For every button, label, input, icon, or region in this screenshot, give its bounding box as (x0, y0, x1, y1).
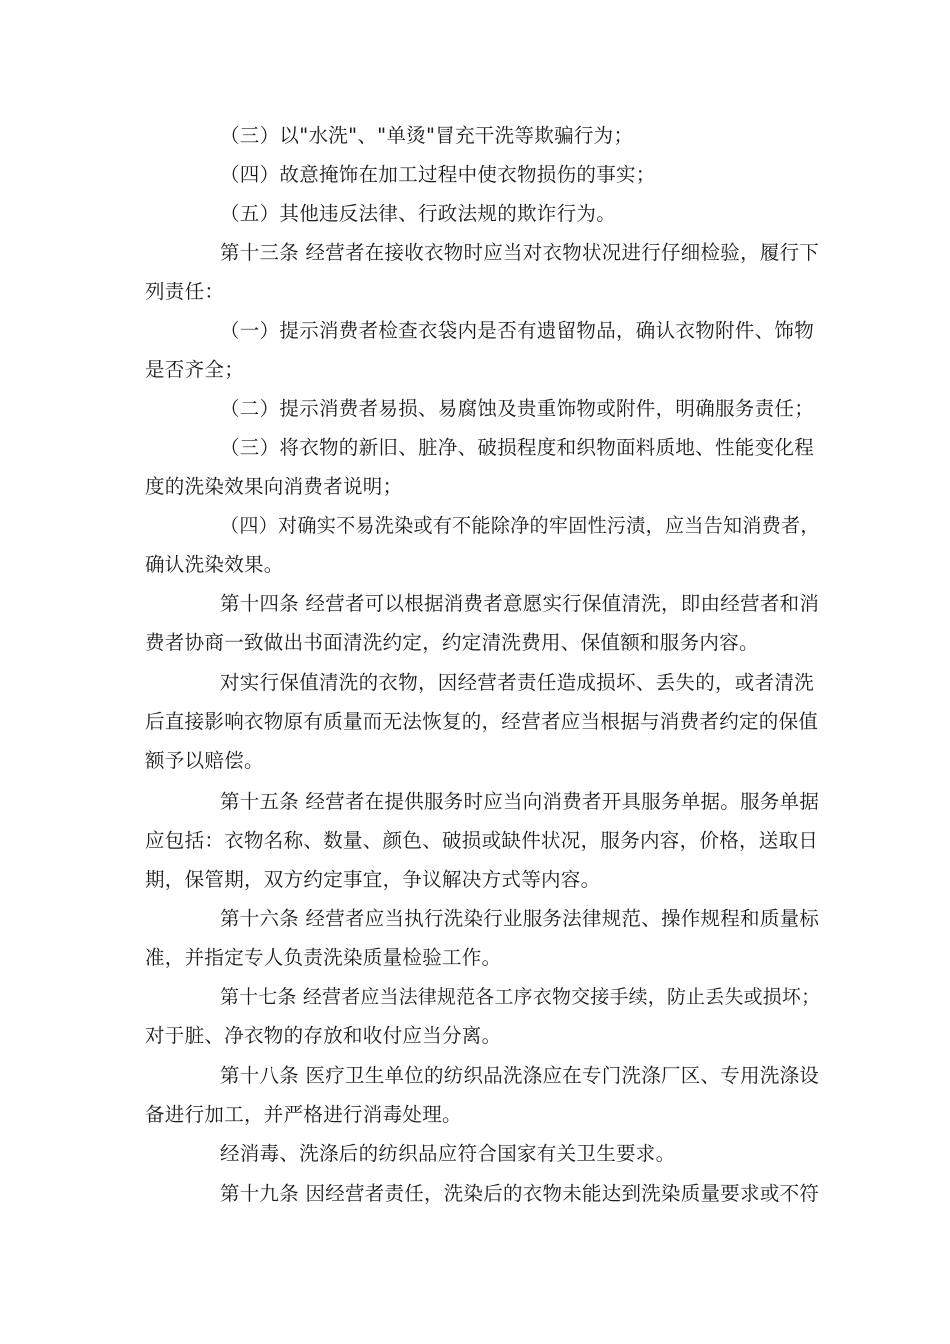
article-13-item-2: （二）提示消费者易损、易腐蚀及贵重饰物或附件，明确服务责任； (220, 397, 815, 420)
article-13-line-1: 第十三条 经营者在接收衣物时应当对衣物状况进行仔细检验，履行下 (220, 241, 820, 264)
article-14-para-2-line-1: 对实行保值清洗的衣物，因经营者责任造成损坏、丢失的，或者清洗 (220, 671, 815, 694)
article-13-item-1-line-2: 是否齐全； (145, 358, 245, 381)
article-13-item-3-line-1: （三）将衣物的新旧、脏净、破损程度和织物面料质地、性能变化程 (220, 436, 815, 459)
article-13-item-4-line-1: （四）对确实不易洗染或有不能除净的牢固性污渍，应当告知消费者， (220, 515, 820, 537)
clause-item-5: （五）其他违反法律、行政法规的欺诈行为。 (220, 202, 617, 225)
article-17-line-2: 对于脏、净衣物的存放和收付应当分离。 (145, 1024, 502, 1047)
article-13-item-4-line-2: 确认洗染效果。 (145, 553, 284, 576)
clause-item-4: （四）故意掩饰在加工过程中使衣物损伤的事实； (220, 163, 656, 186)
article-14-para-2-line-2: 后直接影响衣物原有质量而无法恢复的，经营者应当根据与消费者约定的保值 (145, 710, 819, 733)
article-15-line-2: 应包括：衣物名称、数量、颜色、破损或缺件状况，服务内容，价格，送取日 (145, 829, 819, 852)
article-18-para-2: 经消毒、洗涤后的纺织品应符合国家有关卫生要求。 (220, 1142, 676, 1165)
article-17-line-1: 第十七条 经营者应当法律规范各工序衣物交接手续，防止丢失或损坏； (220, 986, 821, 1008)
article-13-line-2: 列责任： (145, 280, 225, 303)
article-18-line-2: 备进行加工，并严格进行消毒处理。 (145, 1103, 462, 1126)
article-16-line-1: 第十六条 经营者应当执行洗染行业服务法律规范、操作规程和质量标 (220, 907, 820, 930)
article-15-line-1: 第十五条 经营者在提供服务时应当向消费者开具服务单据。服务单据 (220, 790, 820, 813)
article-13-item-3-line-2: 度的洗染效果向消费者说明； (145, 475, 403, 498)
article-13-item-1-line-1: （一）提示消费者检查衣袋内是否有遗留物品，确认衣物附件、饰物 (220, 319, 815, 342)
article-14-line-2: 费者协商一致做出书面清洗约定，约定清洗费用、保值额和服务内容。 (145, 631, 759, 654)
article-16-line-2: 准，并指定专人负责洗染质量检验工作。 (145, 946, 502, 969)
article-18-line-1: 第十八条 医疗卫生单位的纺织品洗涤应在专门洗涤厂区、专用洗涤设 (220, 1064, 820, 1087)
article-14-line-1: 第十四条 经营者可以根据消费者意愿实行保值清洗，即由经营者和消 (220, 592, 820, 615)
article-19-line-1: 第十九条 因经营者责任，洗染后的衣物未能达到洗染质量要求或不符 (220, 1182, 820, 1205)
article-15-line-3: 期，保管期，双方约定事宜，争议解决方式等内容。 (145, 868, 601, 891)
article-14-para-2-line-3: 额予以赔偿。 (145, 749, 264, 772)
clause-item-3: （三）以"水洗"、"单烫"冒充干洗等欺骗行为； (220, 124, 634, 147)
